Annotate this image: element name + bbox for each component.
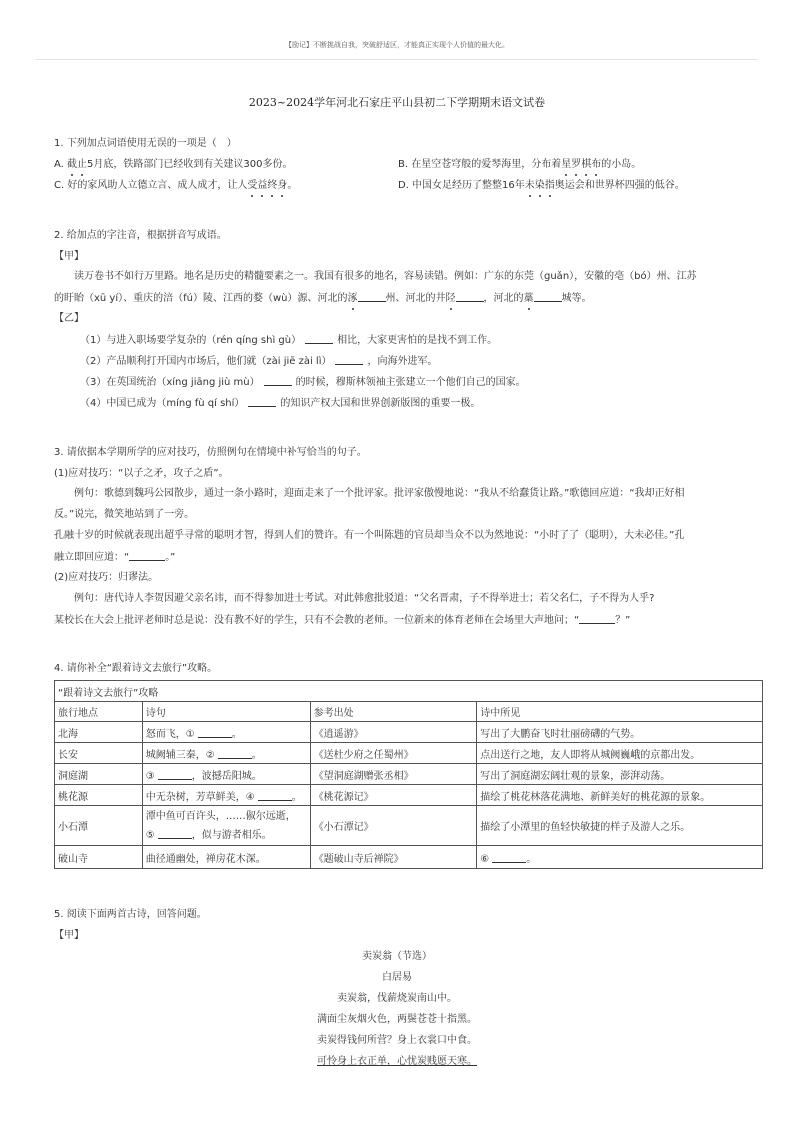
scene-cell: ⑥ 。 [477, 846, 763, 869]
dotted-char: 涿 [347, 293, 358, 304]
dotted-char: 止 [77, 159, 88, 170]
verse-cell: 曲径通幽处，禅房花木深。 [142, 846, 310, 869]
verse-cell: 潭中鱼可百许头，……俶尔远逝， ⑤ ，似与游者相乐。 [142, 806, 310, 846]
dotted-char: 陉 [445, 293, 456, 304]
q2-item-2: （2）产品顺利打开国内市场后，他们就（zài jiē zài lì） ，向海外进军。 [80, 356, 438, 367]
place-cell: 小石潭 [55, 806, 143, 846]
table-caption-row [55, 681, 763, 702]
dotted-char: 星 [561, 159, 572, 170]
travel-guide-table [54, 680, 763, 869]
answer-blank[interactable] [198, 728, 232, 738]
dotted-char: 指 [544, 180, 555, 191]
place-cell: 长安 [55, 743, 143, 764]
answer-blank[interactable] [158, 770, 192, 780]
answer-blank[interactable] [335, 355, 363, 365]
source-cell: 《小石潭记》 [310, 806, 477, 846]
answer-blank[interactable] [492, 853, 526, 863]
column-header: 诗句 [142, 702, 310, 722]
header-motto: 【励记】不断挑战自我，突破舒适区，才能真正实现个人价值的最大化。 [285, 41, 509, 49]
verse-cell: 中无杂树，芳草鲜美，④ 。 [142, 785, 310, 806]
q2-paragraph-line1: 读万卷书不如行万里路。地名是历史的精髓要素之一。我国有很多的地名，容易读错。例如：广东的东莞（guǎn），安徽的亳（bó）州、江苏 [74, 271, 697, 282]
q1-option-c[interactable]: C. 好的家风助人立德立言、成人成才，让人受益终身。 [54, 180, 298, 191]
dotted-char: 受 [247, 180, 258, 191]
q2-stem: 2. 给加点的字注音，根据拼音写成语。 [54, 230, 227, 241]
place-cell: 洞庭湖 [55, 764, 143, 785]
answer-blank[interactable] [248, 397, 276, 407]
source-cell: 《逍遥游》 [310, 722, 477, 743]
scene-cell: 点出送行之地，友人即将从城阙巍峨的京都出发。 [477, 743, 763, 764]
dotted-char: 藁 [523, 293, 534, 304]
q2-part-yi-label: 【乙】 [54, 313, 84, 324]
table-row [55, 764, 763, 785]
source-cell: 《望洞庭湖赠张丞相》 [310, 764, 477, 785]
verse-cell: 城阙辅三秦，② 。 [142, 743, 310, 764]
page-title: 2023~2024学年河北石家庄平山县初二下学期期末语文试卷 [248, 96, 546, 109]
q5-part-jia-label: 【甲】 [54, 930, 84, 941]
scene-cell: 写出了大鹏奋飞时壮丽磅礴的气势。 [477, 722, 763, 743]
answer-blank[interactable] [456, 292, 484, 302]
verse-cell: ③ ，波撼岳阳城。 [142, 764, 310, 785]
answer-blank[interactable] [264, 376, 292, 386]
dotted-word [525, 180, 555, 191]
source-cell: 《桃花源记》 [310, 785, 477, 806]
scene-cell: 描绘了小潭里的鱼轻快敏捷的样子及游人之乐。 [477, 806, 763, 846]
q2-paragraph-line2: 的盱眙（xū yí）、重庆的涪（fú）陵、江西的婺（wù）源、河北的涿 州、河北的井陉 ，河北的藁 城等。 [54, 293, 592, 304]
table-row [55, 743, 763, 764]
poem-line-underlined: 可怜身上衣正单，心忧炭贱愿天寒。 [317, 1056, 477, 1067]
q5-stem: 5. 阅读下面两首古诗，回答问题。 [54, 909, 207, 920]
q1-stem: 1. 下列加点词语使用无误的一项是（ ） [54, 138, 237, 149]
q4-stem: 4. 请你补全“跟着诗文去旅行”攻略。 [54, 663, 218, 674]
q2-item-4: （4）中国已成为（míng fù qí shí） 的知识产权大国和世界创新版图的重要一极。 [80, 398, 481, 409]
q3-stem: 3. 请依据本学期所学的应对技巧，仿照例句在情境中补写恰当的句子。 [54, 447, 367, 458]
poem-line: 卖炭翁，伐薪烧炭南山中。 [337, 993, 457, 1004]
q1-option-a[interactable]: A. 截止5月底，铁路部门已经收到有关建议300多份。 [54, 159, 293, 170]
place-cell: 桃花源 [55, 785, 143, 806]
column-header: 诗中所见 [477, 702, 763, 722]
table-header-row [55, 702, 763, 722]
dotted-char: 棋 [581, 159, 592, 170]
answer-blank[interactable] [305, 334, 333, 344]
poem-title: 卖炭翁（节选） [362, 951, 432, 962]
q1-option-d[interactable]: D. 中国女足经历了整整16年未染指奥运会和世界杯四强的低谷。 [398, 180, 685, 191]
dotted-char: 染 [534, 180, 545, 191]
answer-blank[interactable] [129, 551, 165, 561]
poem-author: 白居易 [382, 972, 412, 983]
poem-line: 满面尘灰烟火色，两鬓苍苍十指黑。 [317, 1014, 477, 1025]
source-cell: 《送杜少府之任蜀州》 [310, 743, 477, 764]
answer-blank[interactable] [534, 292, 562, 302]
q3-skill2-context: 某校长在大会上批评老师时总是说：没有教不好的学生，只有不会教的老师。一位新来的体育老师在会场里大声地问；“ ？” [54, 615, 631, 626]
poem-line: 卖炭得钱何所营？身上衣裳口中食。 [317, 1035, 477, 1046]
table-row [55, 806, 763, 846]
q3-skill2-title: (2)应对技巧：归谬法。 [54, 572, 159, 583]
scene-cell: 写出了洞庭湖宏阔壮观的景象，澎湃动荡。 [477, 764, 763, 785]
table-caption: “跟着诗文去旅行”攻略 [55, 681, 763, 702]
dotted-char: 未 [524, 180, 535, 191]
verse-cell: 怒而飞，① 。 [142, 722, 310, 743]
q3-skill1-title: (1)应对技巧：“以子之矛，攻子之盾”。 [54, 468, 229, 479]
scene-cell: 描绘了桃花林落花满地、新鲜美好的桃花源的景象。 [477, 785, 763, 806]
table-row [55, 785, 763, 806]
answer-blank[interactable] [358, 292, 386, 302]
dotted-char: 身 [277, 180, 288, 191]
table-row [55, 846, 763, 869]
answer-blank[interactable] [158, 829, 192, 839]
answer-blank[interactable] [258, 791, 292, 801]
place-cell: 北海 [55, 722, 143, 743]
dotted-word [67, 159, 87, 170]
q1-option-b[interactable]: B. 在星空苍穹般的爱琴海里，分布着星罗棋布的小岛。 [398, 159, 642, 170]
dotted-word [561, 159, 601, 170]
dotted-char: 终 [267, 180, 278, 191]
dotted-char: 截 [67, 159, 78, 170]
answer-blank[interactable] [579, 614, 615, 624]
q2-item-1: （1）与进入职场要学复杂的（rén qíng shì gù） 相比，大家更害怕的是找不到工作。 [80, 335, 498, 346]
dotted-char: 益 [257, 180, 268, 191]
q2-part-jia-label: 【甲】 [54, 251, 84, 262]
place-cell: 破山寺 [55, 846, 143, 869]
q3-skill1-example-line1: 例句：歌德到魏玛公园散步，通过一条小路时，迎面走来了一个批评家。批评家傲慢地说：“我从不给蠢货让路。”歌德回应道：“我却正好相 [74, 488, 685, 499]
q3-skill1-context-line2: 融立即回应道：“ 。” [54, 552, 176, 563]
q2-item-3: （3）在英国统治（xíng jiāng jiù mù） 的时候，穆斯林领袖主张建立一个他们自己的国家。 [80, 377, 526, 388]
dotted-char: 布 [591, 159, 602, 170]
dotted-char: 罗 [571, 159, 582, 170]
table-row [55, 722, 763, 743]
q3-skill1-context-line1: 孔融十岁的时候就表现出超乎寻常的聪明才智，得到人们的赞许。有一个叫陈韪的官员却当众不以为然地说：“小时了了（聪明），大未必佳。”孔 [54, 530, 685, 541]
answer-blank[interactable] [218, 749, 252, 759]
q3-skill2-example: 例句：唐代诗人李贺因避父亲名讳，而不得参加进士考试。对此韩愈批驳道：“父名晋肃，子不得举进士；若父名仁，子不得为人乎? [74, 593, 655, 604]
dotted-word [247, 180, 287, 191]
q3-skill1-example-line2: 反。”说完，微笑地站到了一旁。 [54, 509, 195, 520]
source-cell: 《题破山寺后禅院》 [310, 846, 477, 869]
column-header: 旅行地点 [55, 702, 143, 722]
header-divider [36, 59, 758, 60]
column-header: 参考出处 [310, 702, 477, 722]
